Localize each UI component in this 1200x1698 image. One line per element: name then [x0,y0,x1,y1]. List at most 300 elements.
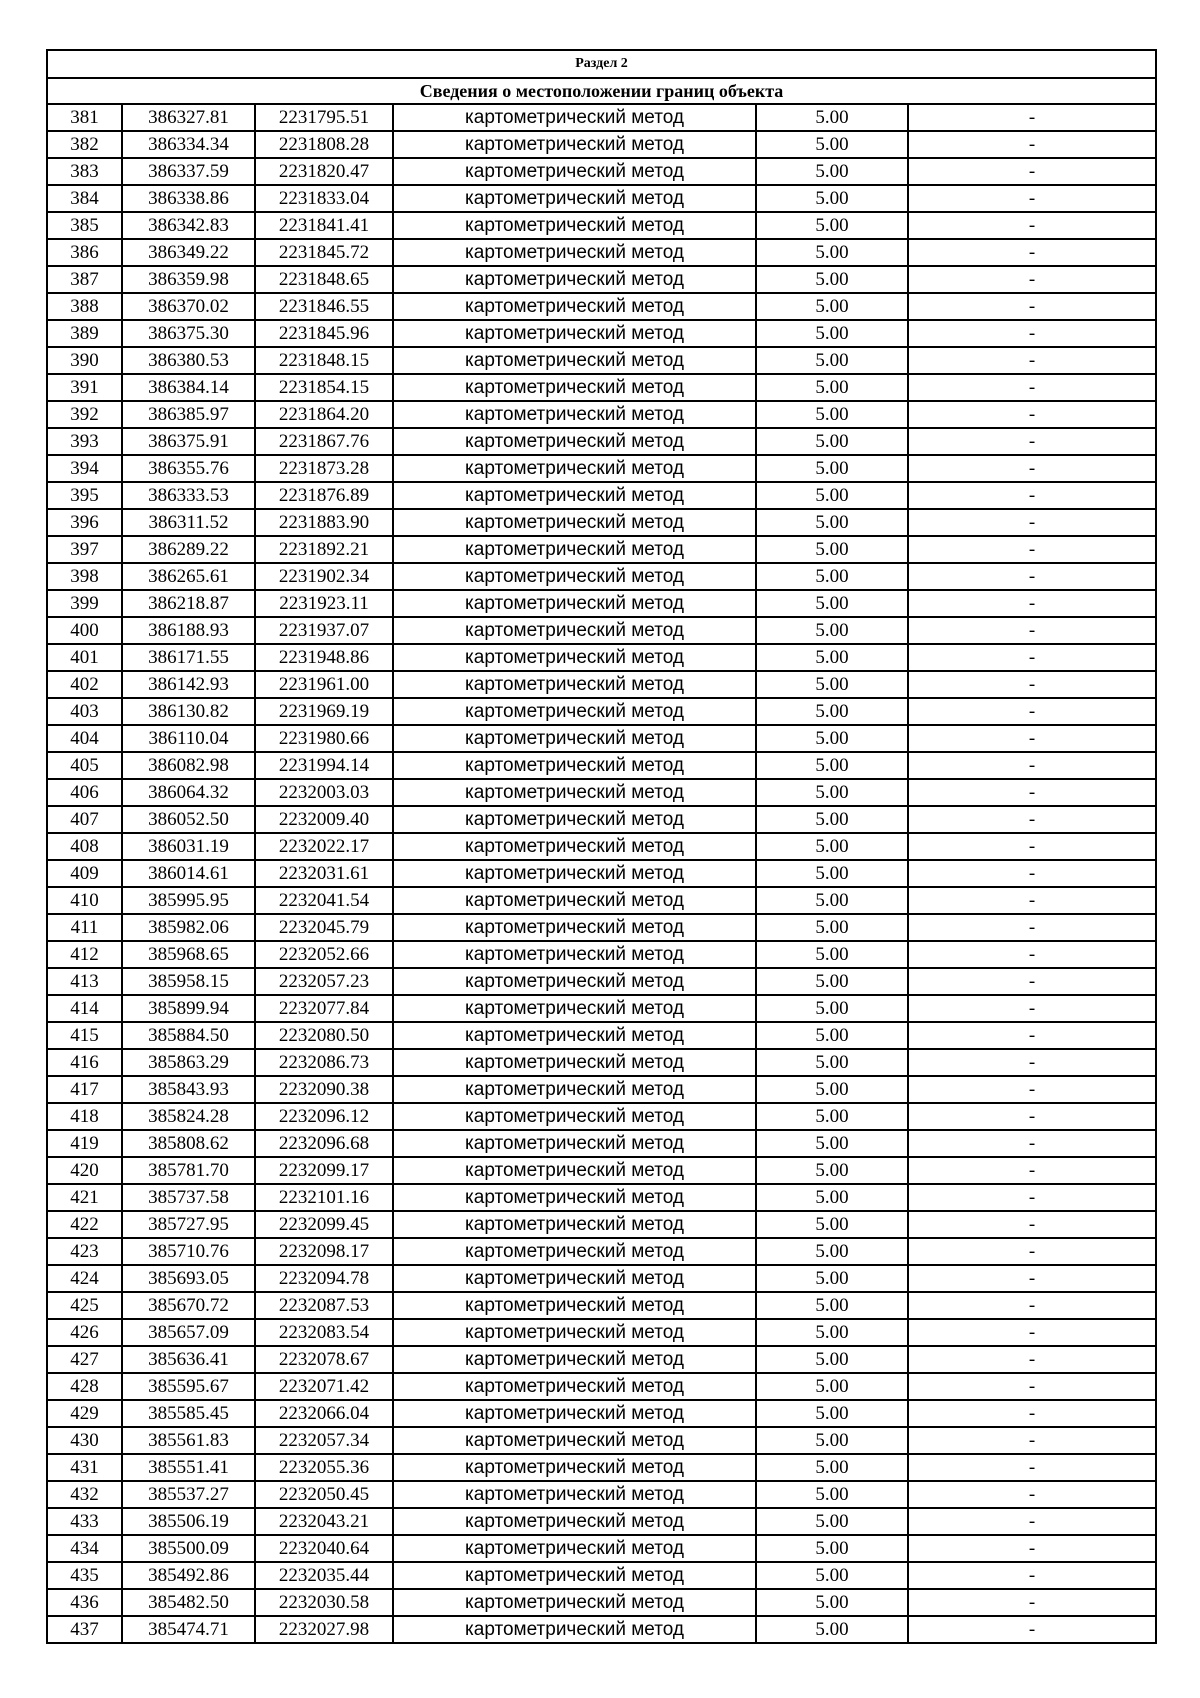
accuracy-cell: 5.00 [756,239,908,266]
description-cell: - [908,104,1156,131]
accuracy-cell: 5.00 [756,1211,908,1238]
method-cell: картометрический метод [393,968,756,995]
point-number-cell: 385 [47,212,122,239]
x-coordinate-cell: 385561.83 [122,1427,255,1454]
accuracy-cell: 5.00 [756,698,908,725]
method-cell: картометрический метод [393,509,756,536]
method-cell: картометрический метод [393,833,756,860]
accuracy-cell: 5.00 [756,1265,908,1292]
method-cell: картометрический метод [393,887,756,914]
table-row [47,1238,1156,1265]
x-coordinate-cell: 386342.83 [122,212,255,239]
point-number-cell: 414 [47,995,122,1022]
table-row [47,995,1156,1022]
method-cell: картометрический метод [393,995,756,1022]
table-row [47,563,1156,590]
accuracy-cell: 5.00 [756,563,908,590]
description-cell: - [908,725,1156,752]
y-coordinate-cell: 2232090.38 [255,1076,393,1103]
accuracy-cell: 5.00 [756,725,908,752]
accuracy-cell: 5.00 [756,1616,908,1643]
table-row [47,347,1156,374]
y-coordinate-cell: 2232055.36 [255,1454,393,1481]
x-coordinate-cell: 385595.67 [122,1373,255,1400]
point-number-cell: 399 [47,590,122,617]
table-row [47,293,1156,320]
description-cell: - [908,1454,1156,1481]
accuracy-cell: 5.00 [756,131,908,158]
y-coordinate-cell: 2231820.47 [255,158,393,185]
description-cell: - [908,887,1156,914]
point-number-cell: 429 [47,1400,122,1427]
accuracy-cell: 5.00 [756,644,908,671]
table-row [47,1346,1156,1373]
x-coordinate-cell: 385727.95 [122,1211,255,1238]
subtitle-row [47,78,1156,104]
point-number-cell: 410 [47,887,122,914]
x-coordinate-cell: 385537.27 [122,1481,255,1508]
x-coordinate-cell: 385863.29 [122,1049,255,1076]
method-cell: картометрический метод [393,806,756,833]
description-cell: - [908,1238,1156,1265]
method-cell: картометрический метод [393,1184,756,1211]
method-cell: картометрический метод [393,536,756,563]
method-cell: картометрический метод [393,320,756,347]
method-cell: картометрический метод [393,1292,756,1319]
point-number-cell: 408 [47,833,122,860]
point-number-cell: 425 [47,1292,122,1319]
accuracy-cell: 5.00 [756,1157,908,1184]
y-coordinate-cell: 2231873.28 [255,455,393,482]
x-coordinate-cell: 386370.02 [122,293,255,320]
description-cell: - [908,1022,1156,1049]
description-cell: - [908,239,1156,266]
point-number-cell: 431 [47,1454,122,1481]
method-cell: картометрический метод [393,482,756,509]
accuracy-cell: 5.00 [756,536,908,563]
method-cell: картометрический метод [393,374,756,401]
point-number-cell: 397 [47,536,122,563]
method-cell: картометрический метод [393,185,756,212]
point-number-cell: 409 [47,860,122,887]
accuracy-cell: 5.00 [756,887,908,914]
method-cell: картометрический метод [393,1319,756,1346]
table-row [47,1535,1156,1562]
accuracy-cell: 5.00 [756,1373,908,1400]
table-row [47,779,1156,806]
table-row [47,1400,1156,1427]
accuracy-cell: 5.00 [756,833,908,860]
description-cell: - [908,914,1156,941]
x-coordinate-cell: 386334.34 [122,131,255,158]
x-coordinate-cell: 385657.09 [122,1319,255,1346]
x-coordinate-cell: 385670.72 [122,1292,255,1319]
description-cell: - [908,1427,1156,1454]
table-subtitle: Сведения о местоположении границ объекта [47,78,1156,104]
method-cell: картометрический метод [393,860,756,887]
accuracy-cell: 5.00 [756,968,908,995]
point-number-cell: 384 [47,185,122,212]
point-number-cell: 395 [47,482,122,509]
accuracy-cell: 5.00 [756,1184,908,1211]
y-coordinate-cell: 2232003.03 [255,779,393,806]
description-cell: - [908,374,1156,401]
description-cell: - [908,347,1156,374]
description-cell: - [908,212,1156,239]
y-coordinate-cell: 2232066.04 [255,1400,393,1427]
x-coordinate-cell: 386188.93 [122,617,255,644]
accuracy-cell: 5.00 [756,1238,908,1265]
point-number-cell: 427 [47,1346,122,1373]
method-cell: картометрический метод [393,428,756,455]
description-cell: - [908,509,1156,536]
x-coordinate-cell: 386385.97 [122,401,255,428]
x-coordinate-cell: 386130.82 [122,698,255,725]
method-cell: картометрический метод [393,563,756,590]
description-cell: - [908,968,1156,995]
table-row [47,833,1156,860]
description-cell: - [908,833,1156,860]
x-coordinate-cell: 385995.95 [122,887,255,914]
x-coordinate-cell: 385968.65 [122,941,255,968]
table-row [47,1184,1156,1211]
method-cell: картометрический метод [393,1130,756,1157]
accuracy-cell: 5.00 [756,1508,908,1535]
y-coordinate-cell: 2231808.28 [255,131,393,158]
accuracy-cell: 5.00 [756,995,908,1022]
x-coordinate-cell: 386355.76 [122,455,255,482]
description-cell: - [908,1049,1156,1076]
description-cell: - [908,1103,1156,1130]
y-coordinate-cell: 2232101.16 [255,1184,393,1211]
description-cell: - [908,1265,1156,1292]
description-cell: - [908,1535,1156,1562]
accuracy-cell: 5.00 [756,1130,908,1157]
table-row [47,1508,1156,1535]
accuracy-cell: 5.00 [756,374,908,401]
accuracy-cell: 5.00 [756,1400,908,1427]
y-coordinate-cell: 2231864.20 [255,401,393,428]
table-row [47,374,1156,401]
y-coordinate-cell: 2232045.79 [255,914,393,941]
method-cell: картометрический метод [393,644,756,671]
y-coordinate-cell: 2232057.23 [255,968,393,995]
method-cell: картометрический метод [393,266,756,293]
method-cell: картометрический метод [393,104,756,131]
x-coordinate-cell: 386375.30 [122,320,255,347]
point-number-cell: 390 [47,347,122,374]
table-row [47,455,1156,482]
method-cell: картометрический метод [393,1157,756,1184]
table-row [47,1265,1156,1292]
x-coordinate-cell: 386375.91 [122,428,255,455]
y-coordinate-cell: 2231854.15 [255,374,393,401]
method-cell: картометрический метод [393,1022,756,1049]
description-cell: - [908,644,1156,671]
description-cell: - [908,671,1156,698]
table-row [47,968,1156,995]
point-number-cell: 434 [47,1535,122,1562]
y-coordinate-cell: 2232030.58 [255,1589,393,1616]
y-coordinate-cell: 2232096.68 [255,1130,393,1157]
point-number-cell: 426 [47,1319,122,1346]
accuracy-cell: 5.00 [756,1427,908,1454]
point-number-cell: 407 [47,806,122,833]
accuracy-cell: 5.00 [756,1562,908,1589]
description-cell: - [908,536,1156,563]
y-coordinate-cell: 2231892.21 [255,536,393,563]
y-coordinate-cell: 2232027.98 [255,1616,393,1643]
point-number-cell: 389 [47,320,122,347]
point-number-cell: 411 [47,914,122,941]
description-cell: - [908,563,1156,590]
table-body [47,104,1156,1643]
point-number-cell: 386 [47,239,122,266]
description-cell: - [908,1292,1156,1319]
y-coordinate-cell: 2232096.12 [255,1103,393,1130]
y-coordinate-cell: 2231961.00 [255,671,393,698]
y-coordinate-cell: 2232099.45 [255,1211,393,1238]
method-cell: картометрический метод [393,131,756,158]
point-number-cell: 405 [47,752,122,779]
x-coordinate-cell: 385693.05 [122,1265,255,1292]
method-cell: картометрический метод [393,1103,756,1130]
point-number-cell: 413 [47,968,122,995]
accuracy-cell: 5.00 [756,428,908,455]
table-row [47,914,1156,941]
x-coordinate-cell: 385500.09 [122,1535,255,1562]
method-cell: картометрический метод [393,1049,756,1076]
table-row [47,1211,1156,1238]
x-coordinate-cell: 385843.93 [122,1076,255,1103]
section-header-row [47,50,1156,78]
description-cell: - [908,590,1156,617]
method-cell: картометрический метод [393,941,756,968]
method-cell: картометрический метод [393,158,756,185]
point-number-cell: 416 [47,1049,122,1076]
description-cell: - [908,401,1156,428]
point-number-cell: 433 [47,1508,122,1535]
x-coordinate-cell: 385808.62 [122,1130,255,1157]
accuracy-cell: 5.00 [756,509,908,536]
point-number-cell: 424 [47,1265,122,1292]
method-cell: картометрический метод [393,1616,756,1643]
point-number-cell: 391 [47,374,122,401]
table-row [47,1076,1156,1103]
method-cell: картометрический метод [393,1481,756,1508]
table-row [47,1049,1156,1076]
x-coordinate-cell: 385899.94 [122,995,255,1022]
description-cell: - [908,1589,1156,1616]
accuracy-cell: 5.00 [756,671,908,698]
description-cell: - [908,185,1156,212]
method-cell: картометрический метод [393,752,756,779]
y-coordinate-cell: 2231876.89 [255,482,393,509]
accuracy-cell: 5.00 [756,779,908,806]
y-coordinate-cell: 2231841.41 [255,212,393,239]
y-coordinate-cell: 2231948.86 [255,644,393,671]
x-coordinate-cell: 385737.58 [122,1184,255,1211]
x-coordinate-cell: 385636.41 [122,1346,255,1373]
y-coordinate-cell: 2231845.96 [255,320,393,347]
table-row [47,185,1156,212]
description-cell: - [908,455,1156,482]
y-coordinate-cell: 2232031.61 [255,860,393,887]
accuracy-cell: 5.00 [756,941,908,968]
y-coordinate-cell: 2232050.45 [255,1481,393,1508]
table-row [47,1373,1156,1400]
table-row [47,482,1156,509]
accuracy-cell: 5.00 [756,1481,908,1508]
point-number-cell: 428 [47,1373,122,1400]
method-cell: картометрический метод [393,1238,756,1265]
method-cell: картометрический метод [393,1373,756,1400]
table-row [47,401,1156,428]
point-number-cell: 415 [47,1022,122,1049]
x-coordinate-cell: 386142.93 [122,671,255,698]
description-cell: - [908,617,1156,644]
accuracy-cell: 5.00 [756,914,908,941]
description-cell: - [908,1508,1156,1535]
y-coordinate-cell: 2232043.21 [255,1508,393,1535]
table-row [47,1616,1156,1643]
table-row [47,509,1156,536]
method-cell: картометрический метод [393,401,756,428]
x-coordinate-cell: 386052.50 [122,806,255,833]
accuracy-cell: 5.00 [756,401,908,428]
x-coordinate-cell: 386171.55 [122,644,255,671]
description-cell: - [908,752,1156,779]
table-row [47,158,1156,185]
x-coordinate-cell: 386014.61 [122,860,255,887]
x-coordinate-cell: 385585.45 [122,1400,255,1427]
y-coordinate-cell: 2231994.14 [255,752,393,779]
y-coordinate-cell: 2231937.07 [255,617,393,644]
table-row [47,1481,1156,1508]
y-coordinate-cell: 2231923.11 [255,590,393,617]
method-cell: картометрический метод [393,1346,756,1373]
description-cell: - [908,1616,1156,1643]
accuracy-cell: 5.00 [756,185,908,212]
y-coordinate-cell: 2231848.65 [255,266,393,293]
method-cell: картометрический метод [393,1211,756,1238]
accuracy-cell: 5.00 [756,1022,908,1049]
y-coordinate-cell: 2232086.73 [255,1049,393,1076]
point-number-cell: 394 [47,455,122,482]
accuracy-cell: 5.00 [756,482,908,509]
x-coordinate-cell: 386289.22 [122,536,255,563]
accuracy-cell: 5.00 [756,590,908,617]
table-row [47,617,1156,644]
y-coordinate-cell: 2232041.54 [255,887,393,914]
method-cell: картометрический метод [393,698,756,725]
point-number-cell: 418 [47,1103,122,1130]
accuracy-cell: 5.00 [756,104,908,131]
table-row [47,1157,1156,1184]
y-coordinate-cell: 2231833.04 [255,185,393,212]
accuracy-cell: 5.00 [756,293,908,320]
method-cell: картометрический метод [393,1535,756,1562]
y-coordinate-cell: 2232022.17 [255,833,393,860]
accuracy-cell: 5.00 [756,1319,908,1346]
point-number-cell: 437 [47,1616,122,1643]
accuracy-cell: 5.00 [756,320,908,347]
accuracy-cell: 5.00 [756,1589,908,1616]
x-coordinate-cell: 386337.59 [122,158,255,185]
x-coordinate-cell: 386380.53 [122,347,255,374]
point-number-cell: 404 [47,725,122,752]
x-coordinate-cell: 385982.06 [122,914,255,941]
description-cell: - [908,1211,1156,1238]
x-coordinate-cell: 386110.04 [122,725,255,752]
method-cell: картометрический метод [393,779,756,806]
description-cell: - [908,1562,1156,1589]
y-coordinate-cell: 2232078.67 [255,1346,393,1373]
method-cell: картометрический метод [393,1562,756,1589]
point-number-cell: 392 [47,401,122,428]
point-number-cell: 381 [47,104,122,131]
method-cell: картометрический метод [393,455,756,482]
description-cell: - [908,1373,1156,1400]
x-coordinate-cell: 386031.19 [122,833,255,860]
table-row [47,1022,1156,1049]
method-cell: картометрический метод [393,671,756,698]
accuracy-cell: 5.00 [756,1076,908,1103]
x-coordinate-cell: 386359.98 [122,266,255,293]
table-row [47,941,1156,968]
x-coordinate-cell: 385492.86 [122,1562,255,1589]
point-number-cell: 432 [47,1481,122,1508]
point-number-cell: 423 [47,1238,122,1265]
x-coordinate-cell: 386384.14 [122,374,255,401]
description-cell: - [908,428,1156,455]
method-cell: картометрический метод [393,617,756,644]
x-coordinate-cell: 385506.19 [122,1508,255,1535]
point-number-cell: 387 [47,266,122,293]
accuracy-cell: 5.00 [756,1346,908,1373]
point-number-cell: 419 [47,1130,122,1157]
accuracy-cell: 5.00 [756,617,908,644]
table-row [47,860,1156,887]
y-coordinate-cell: 2232071.42 [255,1373,393,1400]
point-number-cell: 412 [47,941,122,968]
point-number-cell: 406 [47,779,122,806]
accuracy-cell: 5.00 [756,266,908,293]
y-coordinate-cell: 2231969.19 [255,698,393,725]
method-cell: картометрический метод [393,1076,756,1103]
table-row [47,212,1156,239]
table-row [47,1427,1156,1454]
point-number-cell: 403 [47,698,122,725]
point-number-cell: 435 [47,1562,122,1589]
description-cell: - [908,1157,1156,1184]
accuracy-cell: 5.00 [756,347,908,374]
x-coordinate-cell: 386082.98 [122,752,255,779]
point-number-cell: 402 [47,671,122,698]
x-coordinate-cell: 385884.50 [122,1022,255,1049]
point-number-cell: 400 [47,617,122,644]
description-cell: - [908,293,1156,320]
y-coordinate-cell: 2231902.34 [255,563,393,590]
table-row [47,1562,1156,1589]
method-cell: картометрический метод [393,1589,756,1616]
table-row [47,1454,1156,1481]
table-row [47,131,1156,158]
description-cell: - [908,995,1156,1022]
y-coordinate-cell: 2231795.51 [255,104,393,131]
table-row [47,266,1156,293]
table-row [47,104,1156,131]
